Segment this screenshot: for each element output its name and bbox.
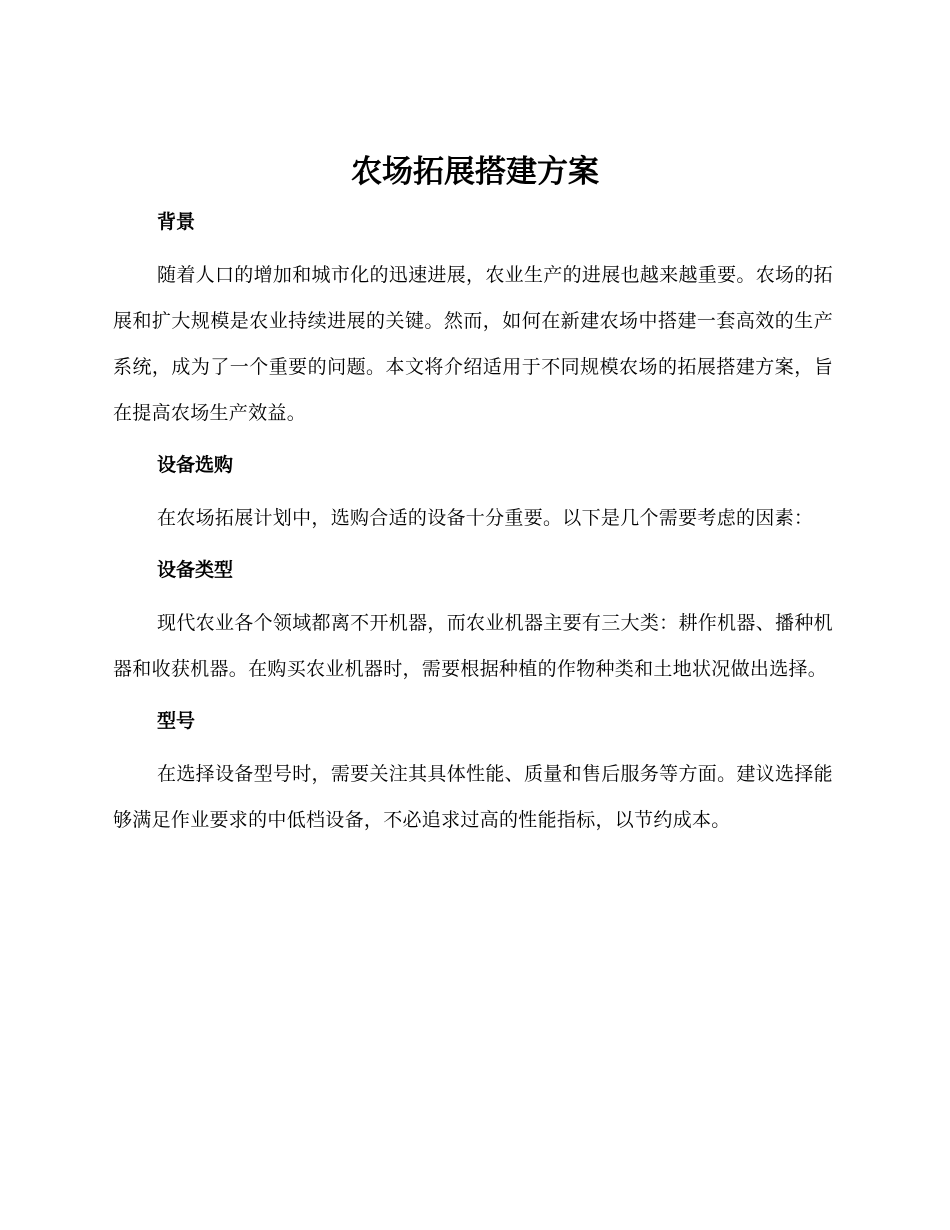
section-heading: 设备类型 (157, 559, 234, 581)
document-body (113, 203, 833, 853)
section-equipment-purchase (113, 446, 833, 541)
section-background (113, 203, 833, 436)
section-equipment-type (113, 551, 833, 692)
section-heading: 型号 (157, 710, 196, 732)
section-heading: 设备选购 (157, 454, 234, 476)
document-title: 农场拓展搭建方案 (351, 154, 599, 190)
section-paragraph: 现代农业各个领域都离不开机器，而农业机器主要有三大类：耕作机器、播种机器和收获机器。在购买农业机器时，需要根据种植的作物种类和土地状况做出选择。 (113, 612, 833, 680)
section-model (113, 702, 833, 843)
section-paragraph: 在选择设备型号时，需要关注其具体性能、质量和售后服务等方面。建议选择能够满足作业要求的中低档设备，不必追求过高的性能指标，以节约成本。 (113, 763, 833, 831)
section-paragraph: 随着人口的增加和城市化的迅速进展，农业生产的进展也越来越重要。农场的拓展和扩大规模是农业持续进展的关键。然而，如何在新建农场中搭建一套高效的生产系统，成为了一个重要的问题。本文将介绍适用于不同规模农场的拓展搭建方案，旨在提高农场生产效益。 (113, 264, 833, 424)
section-paragraph: 在农场拓展计划中，选购合适的设备十分重要。以下是几个需要考虑的因素： (157, 507, 814, 529)
section-heading: 背景 (157, 211, 196, 233)
